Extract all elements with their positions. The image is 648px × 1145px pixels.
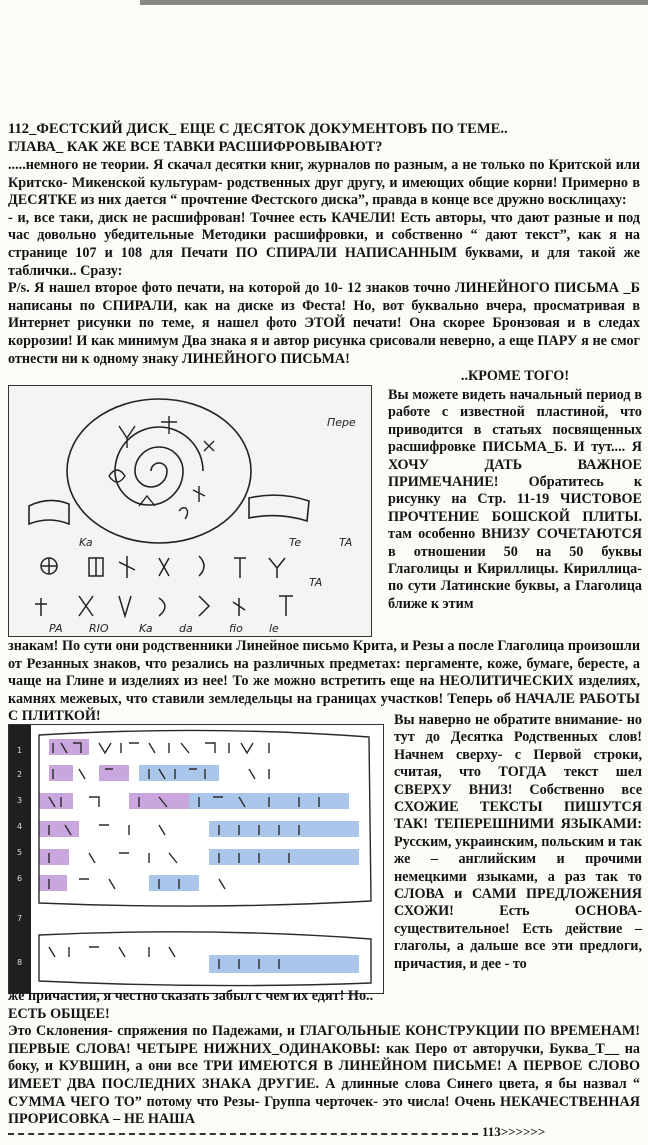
bottom-line-2: ЕСТЬ ОБЩЕЕ! <box>8 1005 110 1022</box>
intro-paragraph-2: - и, все таки, диск не расшифрован! Точнее есть КАЧЕЛИ! Есть авторы, что дают разные и под час довольно убедительные Методики расшифровки, и собственно “ дают текст”, как я на странице 107 и 108 для Печати ПО СПИРАЛИ НАПИСАННЫМ буквами, и для такой же таблички.. Сразу: <box>8 209 640 279</box>
seal-label: TA <box>309 576 323 589</box>
row-number: 2 <box>17 770 23 779</box>
seal-label: TA <box>339 536 353 549</box>
seal-label: da <box>179 622 193 635</box>
intro-text <box>8 157 640 368</box>
bottom-text <box>8 988 640 1129</box>
row-number: 3 <box>17 796 23 805</box>
row-number: 1 <box>17 746 23 755</box>
seal-label: RIO <box>89 622 109 635</box>
top-edge-line <box>140 0 648 5</box>
side-column-1: Вы можете видеть начальный период в работе с известной пластиной, что приводится в статьях посвященных расшифровке ПИСЬМА_Б. И тут.... Я ХОЧУ ДАТЬ ВАЖНОЕ ПРИМЕЧАНИЕ! Обратитесь к рисунку на Стр. 11-19 ЧИСТОВОЕ ПРОЧТЕНИЕ БОШСКОЙ ПЛИТЫ. там особенно ВНИЗУ СОЧЕТАЮТСЯ в отношении 50 на 50 буквы Глаголицы и Кириллицы. Кириллица- по сути Латинские буквы, а Глаголица ближе к этим <box>388 387 642 612</box>
seal-corner-note: Пере <box>327 416 356 429</box>
row-number: 5 <box>17 848 23 857</box>
intro-paragraph-1: .....немного не теории. Я скачал десятки книг, журналов по разным, а не только по Критской или Критско- Микенской культурам- родственных друг другу, и имеющих общие корни! Примерно в ДЕСЯТКЕ из них дается “ прочтение Фестского диска”, правда в конце все дружно восклицаху: <box>8 157 640 209</box>
seal-label: Te <box>289 536 302 549</box>
seal-label: Ka <box>79 536 93 549</box>
middle-text: знакам! По сути они родственники Линейное письмо Крита, и Резы а после Глаголица произошли от Резанных знаков, что резались на различных предметах: пергаменте, коже, бумаге, бересте, а чаще на Глине и изделиях из нее! То же можно встретить еще на НЕОЛИТИЧЕСКИХ изделиях, камнях межевых, что ставили земледельцы на границах участков! Теперь об НАЧАЛЕ РАБОТЫ С ПЛИТКОЙ! <box>8 638 640 725</box>
seal-label: PA <box>49 622 63 635</box>
seal-label: le <box>269 622 279 635</box>
row-number: 7 <box>17 914 23 923</box>
tablet-figure <box>8 724 384 994</box>
kromе-heading: ..КРОМЕ ТОГО! <box>460 368 570 384</box>
row-number: 4 <box>17 822 23 831</box>
bottom-line-1: же причастия, я честно сказать забыл с чем их едят! Но.. <box>8 988 374 1004</box>
seal-drawing <box>9 386 371 636</box>
intro-paragraph-3: P/s. Я нашел второе фото печати, на которой до 10- 12 знаков точно ЛИНЕЙНОГО ПИСЬМА _Б написаны по СПИРАЛИ, как на диске из Феста! Но, вот буквально вчера, просматривая в Интернет рисунки по теме, я нашел фото ЭТОЙ печати! Она скорее Бронзовая и в следах коррозии! И как минимум Два знака я и автор рисунка срисовали неверно, а еще ПАРУ я не смог отнести ни к одному знаку ЛИНЕЙНОГО ПИСЬМА! <box>8 280 640 367</box>
footer-dashed-line <box>8 1133 478 1135</box>
page-heading <box>8 120 640 156</box>
bottom-paragraph: Это Склонения- спряжения по Падежами, и ГЛАГОЛЬНЫЕ КОНСТРУКЦИИ ПО ВРЕМЕНАМ! ПЕРВЫЕ СЛОВА! ЧЕТЫРЕ НИЖНИХ_ОДИНАКОВЫ: как Перо от авторучки, Буква_Т__ на боку, и КУВШИН, а они все ТРИ ИМЕЮТСЯ В ЛИНЕЙНОМ ПИСЬМЕ! А ПЕРВОЕ СЛОВО ИМЕЕТ ДВА ПОСЛЕДНИХ ЗНАКА ДРУГИЕ. А длинные слова Синего цвета, я бы назвал “ СУММА ЧЕГО ТО” потому что Резы- Группа черточек- это числа! Очень НЕКАЧЕСТВЕННАЯ ПРОРИСОВКА – НЕ НАША <box>8 1023 640 1128</box>
tablet-drawing <box>9 725 383 993</box>
side-column-2: Вы наверно не обратите внимание- но тут до Десятка Родственных слов! Начнем сверху- с Первой строки, считая, что ТОГДА текст шел СВЕРХУ ВНИЗ! Собственно все СХОЖИЕ ТЕКСТЫ ПИШУТСЯ ТАК! ТЕПЕРЕШНИМИ ЯЗЫКАМИ: Русским, украинским, польским и так же – английским и прочими немецкими языками, а раз так то СЛОВА и САМИ ПРЕДЛОЖЕНИЯ СХОЖИ! Есть ОСНОВА- существительное! Есть действие – глаголы, а дальше все эти предлоги, причастия, и дее - то <box>394 712 642 972</box>
row-number: 8 <box>17 958 23 967</box>
page-number: 113>>>>>> <box>482 1124 546 1139</box>
heading-line-2: ГЛАВА_ КАК ЖЕ ВСЕ ТАВКИ РАСШИФРОВЫВАЮТ? <box>8 139 383 155</box>
seal-label: Ka <box>139 622 153 635</box>
row-number: 6 <box>17 874 23 883</box>
seal-drawing-figure <box>8 385 372 637</box>
heading-line-1: 112_ФЕСТСКИЙ ДИСК_ ЕЩЕ С ДЕСЯТОК ДОКУМЕНТОВЪ ПО ТЕМЕ.. <box>8 121 508 137</box>
seal-label: fio <box>229 622 243 635</box>
